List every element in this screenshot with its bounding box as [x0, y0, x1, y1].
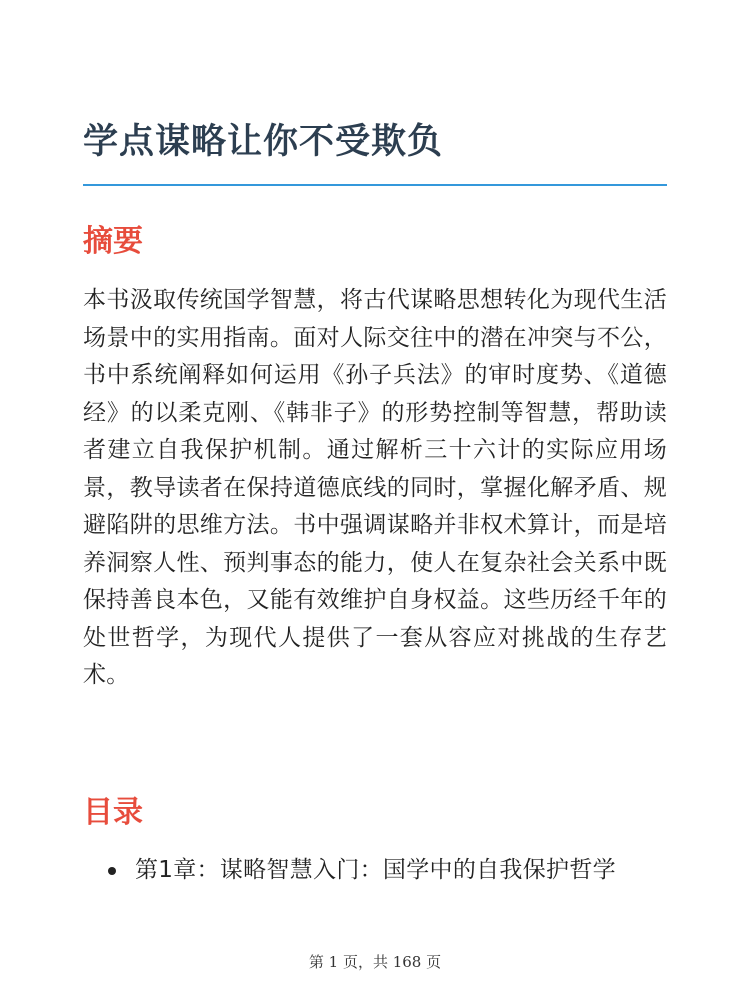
abstract-heading: 摘要 [83, 224, 143, 259]
toc-list [83, 852, 667, 888]
toc-heading: 目录 [83, 795, 143, 830]
toc-item-label: 第1章：谋略智慧入门：国学中的自我保护哲学 [135, 857, 616, 883]
title-divider [83, 184, 667, 186]
bullet-icon [108, 867, 116, 875]
document-title: 学点谋略让你不受欺负 [83, 122, 444, 162]
page-number-footer: 第 1 页，共 168 页 [308, 953, 442, 971]
abstract-paragraph: 本书汲取传统国学智慧，将古代谋略思想转化为现代生活场景中的实用指南。面对人际交往中的潜在冲突与不公，书中系统阐释如何运用《孙子兵法》的审时度势、《道德经》的以柔克刚、《韩非子》的形势控制等智慧，帮助读者建立自我保护机制。通过解析三十六计的实际应用场景，教导读者在保持道德底线的同时，掌握化解矛盾、规避陷阱的思维方法。书中强调谋略并非权术算计，而是培养洞察人性、预判事态的能力，使人在复杂社会关系中既保持善良本色，又能有效维护自身权益。这些历经千年的处世哲学，为现代人提供了一套从容应对挑战的生存艺术。 [83, 287, 667, 688]
toc-item-chapter-1 [83, 852, 667, 888]
